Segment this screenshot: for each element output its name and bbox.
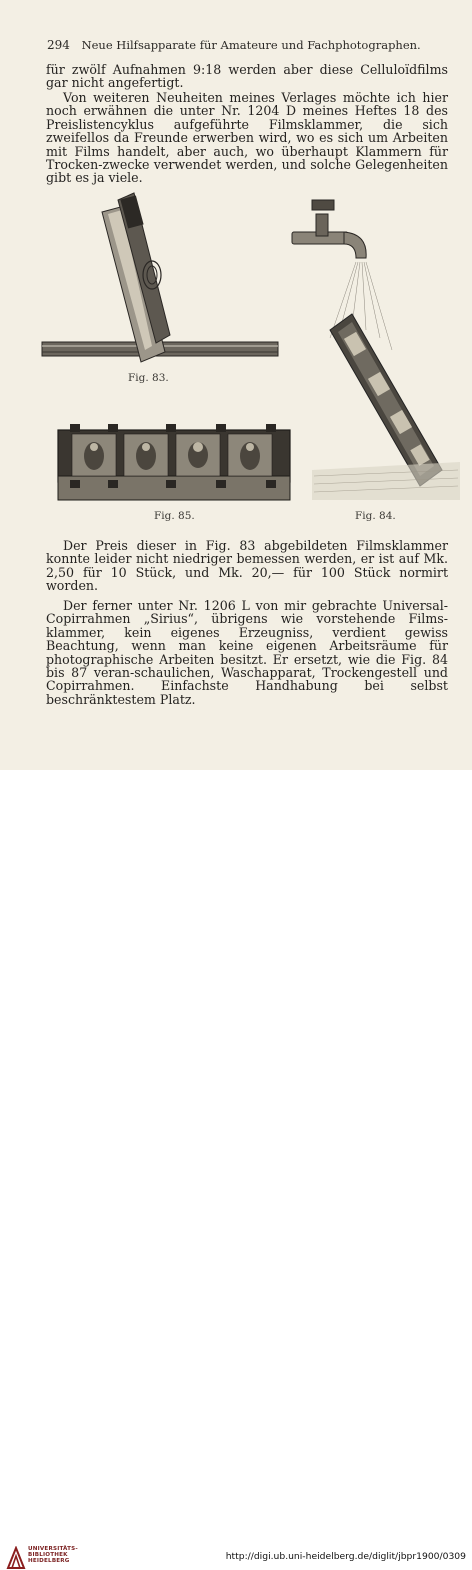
fig85-caption: Fig. 85. bbox=[154, 510, 195, 522]
viewer-footer bbox=[0, 770, 472, 1565]
paragraph-continuation: für zwölf Aufnahmen 9:18 werden aber diese Celluloïdfilms gar nicht angefertigt. bbox=[46, 62, 448, 91]
fig84-tap-illustration bbox=[292, 200, 460, 500]
fig85-frame-illustration bbox=[58, 424, 290, 500]
fig83-caption: Fig. 83. bbox=[128, 372, 169, 384]
running-title: Neue Hilfsapparate für Amateure und Fachphotographen. bbox=[81, 38, 421, 52]
source-url-link[interactable]: http://digi.ub.uni-heidelberg.de/diglit/jbpr1900/0309 bbox=[225, 1551, 466, 1562]
fig84-caption: Fig. 84. bbox=[355, 510, 396, 522]
page-number: 294 bbox=[47, 38, 70, 52]
university-library-logo-icon bbox=[6, 1546, 26, 1570]
paragraph-preis: Der Preis dieser in Fig. 83 abgebildeten Filmsklammer konnte leider nicht niedriger bemessen werden, er ist auf Mk. 2,50 für 10 Stück, und Mk. 20,— für 100 Stück normirt worden. bbox=[46, 538, 448, 594]
figures-illustration bbox=[0, 0, 472, 530]
paragraph-filmsklammer: Von weiteren Neuheiten meines Verlages möchte ich hier noch erwähnen die unter Nr. 1204 D meines Heftes 18 des Preislistencyklus aufgeführte Filmsklammer, die sich zweifellos da Freunde erwerben wird, wo es sich um Arbeiten mit Films handelt, aber auch, wo überhaupt Klammern für Trocken-zwecke verwendet werden, und solche Gelegenheiten gibt es ja viele. bbox=[46, 90, 448, 186]
fig83-clamp-illustration bbox=[42, 193, 278, 362]
library-logo-text: UNIVERSITÄTS- BIBLIOTHEK HEIDELBERG bbox=[28, 1546, 78, 1565]
paragraph-copirrahmen: Der ferner unter Nr. 1206 L von mir gebrachte Universal-Copirrahmen „Sirius“, übrigens wie vorstehende Films-klammer, kein eigenes Erzeugniss, verdient gewiss Beachtung, wenn man keine eigenen Arbeitsräume für photographische Arbeiten besitzt. Er ersetzt, wie die Fig. 84 bis 87 veran-schaulichen, Waschapparat, Trockengestell und Copirrahmen. Einfachste Handhabung bei selbst beschränktestem Platz. bbox=[46, 598, 448, 707]
scanned-page bbox=[0, 0, 472, 770]
